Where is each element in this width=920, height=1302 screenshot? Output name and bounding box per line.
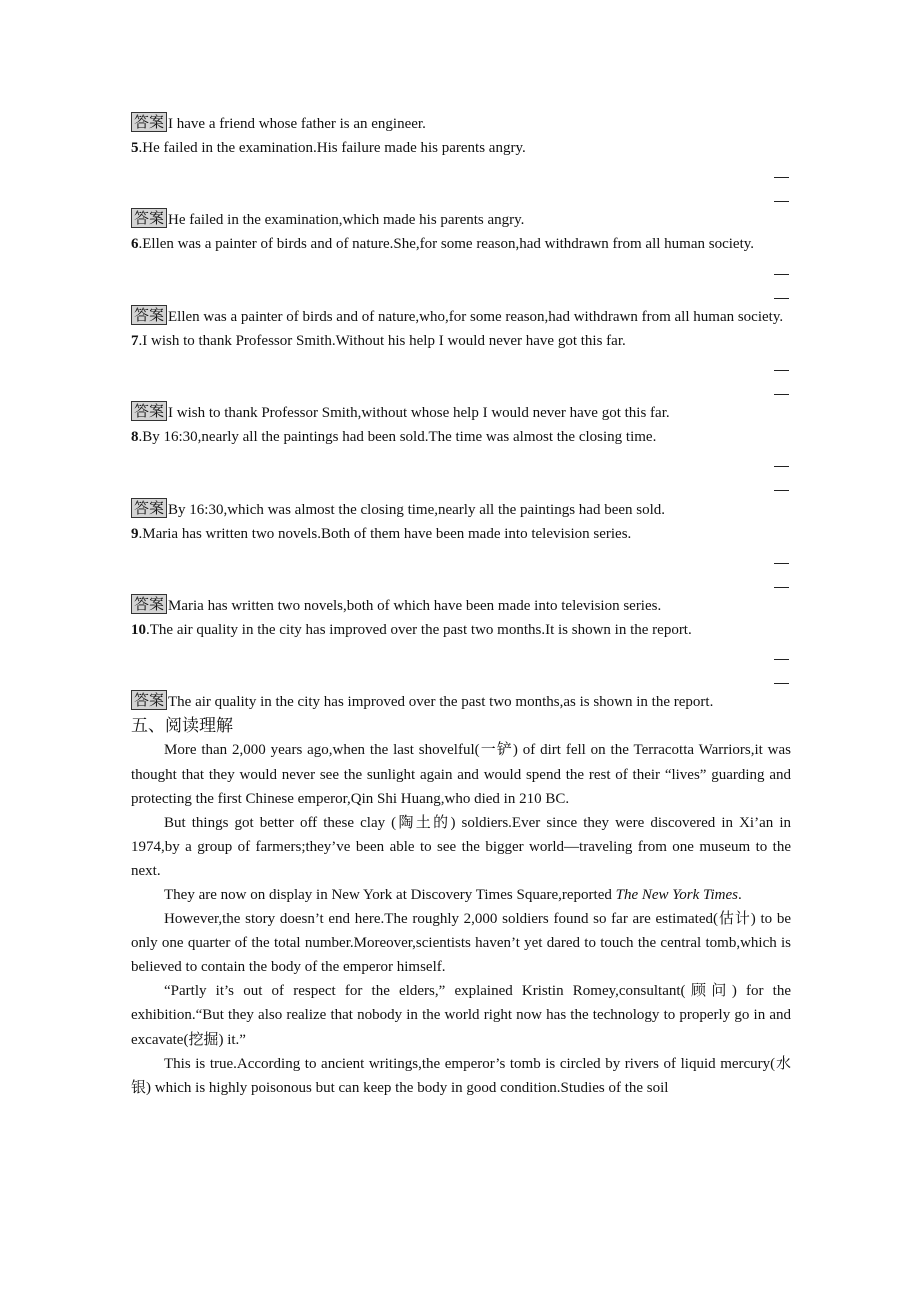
reading-paragraph: This is true.According to ancient writings,the emperor’s tomb is circled by rivers of liquid mercury(水银) which is highly poisonous but can keep the body in good condition.Studies of the soil <box>131 1055 791 1096</box>
answer-label: 答案 <box>131 208 167 228</box>
question-number: 10 <box>131 621 146 638</box>
answer-blank <box>131 184 791 208</box>
question-number: 9 <box>131 525 139 542</box>
question-text: .Maria has written two novels.Both of them have been made into television series. <box>138 525 632 542</box>
answer-text: I wish to thank Professor Smith,without whose help I would never have got this far. <box>168 405 670 422</box>
answer-blank <box>131 666 791 690</box>
answer-text: Maria has written two novels,both of which have been made into television series. <box>168 597 662 614</box>
question-line <box>131 618 791 642</box>
answer-blank <box>131 570 791 594</box>
question-text: .Ellen was a painter of birds and of nature.She,for some reason,had withdrawn from all human society. <box>138 236 755 253</box>
answer-line <box>131 112 791 136</box>
answer-line <box>131 690 791 714</box>
question-number: 6 <box>131 236 139 253</box>
answer-text: Ellen was a painter of birds and of nature,who,for some reason,had withdrawn from all human society. <box>168 308 784 325</box>
reading-paragraph: But things got better off these clay (陶土的) soldiers.Ever since they were discovered in Xi’an in 1974,by a group of farmers;they’ve been able to see the bigger world—traveling from one museum to the next. <box>131 814 791 879</box>
answer-text: The air quality in the city has improved over the past two months,as is shown in the report. <box>168 694 714 711</box>
answer-blank <box>131 449 791 473</box>
question-text: .The air quality in the city has improved over the past two months.It is shown in the report. <box>146 621 692 638</box>
answer-blank <box>131 642 791 666</box>
answer-blank <box>131 257 791 281</box>
question-number: 5 <box>131 140 139 157</box>
question-text: .By 16:30,nearly all the paintings had been sold.The time was almost the closing time. <box>138 429 657 446</box>
question-line <box>131 329 791 353</box>
blank-mark <box>774 370 789 371</box>
blank-mark <box>774 563 789 564</box>
answer-line <box>131 401 791 425</box>
question-number: 8 <box>131 429 139 446</box>
question-line <box>131 425 791 449</box>
blank-mark <box>774 394 789 395</box>
answer-blank <box>131 281 791 305</box>
blank-mark <box>774 683 789 684</box>
question-line <box>131 136 791 160</box>
reading-paragraph: However,the story doesn’t end here.The roughly 2,000 soldiers found so far are estimated(估计) to be only one quarter of the total number.Moreover,scientists haven’t yet dared to touch the central tomb,which is believed to contain the body of the emperor himself. <box>131 911 791 976</box>
reading-paragraph: More than 2,000 years ago,when the last shovelful(一铲) of dirt fell on the Terracotta Warriors,it was thought that they would never see the sunlight again and would spend the rest of their “lives” guarding and protecting the first Chinese emperor,Qin Shi Huang,who died in 210 BC. <box>131 742 791 807</box>
question-number: 7 <box>131 332 139 349</box>
document-page <box>131 112 791 1100</box>
question-line <box>131 232 791 256</box>
answer-label: 答案 <box>131 401 167 421</box>
reading-paragraph <box>131 883 791 907</box>
answer-label: 答案 <box>131 305 167 325</box>
blank-mark <box>774 201 789 202</box>
answer-text: By 16:30,which was almost the closing time,nearly all the paintings had been sold. <box>168 501 666 518</box>
reading-paragraph: “Partly it’s out of respect for the elders,” explained Kristin Romey,consultant(顾问) for the exhibition.“But they also realize that nobody in the world right now has the technology to properly go in and excavate(挖掘) it.” <box>131 983 791 1048</box>
blank-mark <box>774 274 789 275</box>
answer-line <box>131 594 791 618</box>
paragraph-text: . <box>738 887 742 903</box>
answer-blank <box>131 473 791 497</box>
answer-label: 答案 <box>131 112 167 132</box>
answer-label: 答案 <box>131 498 167 518</box>
blank-mark <box>774 298 789 299</box>
blank-mark <box>774 490 789 491</box>
blank-mark <box>774 587 789 588</box>
paragraph-text: They are now on display in New York at Discovery Times Square,reported <box>164 887 616 903</box>
blank-mark <box>774 659 789 660</box>
answer-blank <box>131 353 791 377</box>
answer-label: 答案 <box>131 594 167 614</box>
newspaper-title: The New York Times <box>615 887 738 903</box>
answer-blank <box>131 377 791 401</box>
question-text: .I wish to thank Professor Smith.Without his help I would never have got this far. <box>138 332 626 349</box>
answer-label: 答案 <box>131 690 167 710</box>
answer-line <box>131 498 791 522</box>
answer-text: I have a friend whose father is an engineer. <box>168 116 426 132</box>
answer-text: He failed in the examination,which made his parents angry. <box>168 212 525 229</box>
answer-blank <box>131 546 791 570</box>
blank-mark <box>774 177 789 178</box>
section-title: 五、阅读理解 <box>131 716 233 737</box>
answer-line <box>131 208 791 232</box>
question-line <box>131 522 791 546</box>
answer-line <box>131 305 791 329</box>
answer-blank <box>131 160 791 184</box>
blank-mark <box>774 466 789 467</box>
question-text: .He failed in the examination.His failure made his parents angry. <box>138 140 526 157</box>
